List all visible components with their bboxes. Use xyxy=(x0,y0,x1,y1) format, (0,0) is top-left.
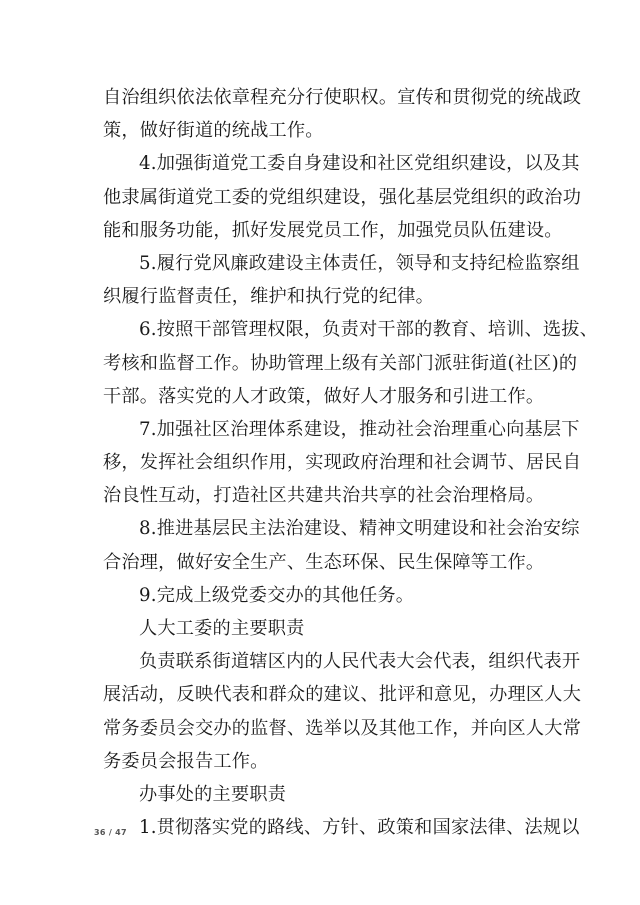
text-line: 织履行监督责任，维护和执行党的纪律。 xyxy=(103,286,434,308)
text-line: 5.履行党风廉政建设主体责任，领导和支持纪检监察组 xyxy=(139,252,580,274)
text-line: 4.加强街道党工委自身建设和社区党组织建设，以及其 xyxy=(139,153,580,175)
text-line: 考核和监督工作。协助管理上级有关部门派驻街道(社区)的 xyxy=(103,352,578,374)
text-line: 展活动，反映代表和群众的建议、批评和意见，办理区人大 xyxy=(103,684,582,706)
text-line: 移，发挥社会组织作用，实现政府治理和社会调节、居民自 xyxy=(103,452,582,474)
text-line: 6.按照干部管理权限，负责对干部的教育、培训、选拔、 xyxy=(139,319,599,341)
text-line: 自治组织依法依章程充分行使职权。宣传和贯彻党的统战政 xyxy=(103,87,582,108)
text-line: 9.完成上级党委交办的其他任务。 xyxy=(139,584,415,606)
section-heading: 办事处的主要职责 xyxy=(139,783,287,805)
text-line: 他隶属街道党工委的党组织建设，强化基层党组织的政治功 xyxy=(103,186,582,208)
body-text xyxy=(103,81,599,844)
text-line: 策，做好街道的统战工作。 xyxy=(103,120,324,142)
text-line: 治良性互动，打造社区共建共治共享的社会治理格局。 xyxy=(103,485,545,507)
text-line: 干部。落实党的人才政策，做好人才服务和引进工作。 xyxy=(103,385,545,407)
page-number: 36 / 47 xyxy=(94,828,127,837)
text-line: 8.推进基层民主法治建设、精神文明建设和社会治安综 xyxy=(139,518,580,540)
section-heading: 人大工委的主要职责 xyxy=(139,618,305,639)
text-line: 负责联系街道辖区内的人民代表大会代表，组织代表开 xyxy=(139,651,581,673)
text-line: 务委员会报告工作。 xyxy=(103,750,269,772)
text-line: 7.加强社区治理体系建设，推动社会治理重心向基层下 xyxy=(139,418,580,440)
text-line: 合治理，做好安全生产、生态环保、民生保障等工作。 xyxy=(103,551,545,573)
text-line: 1.贯彻落实党的路线、方针、政策和国家法律、法规以 xyxy=(139,817,580,839)
text-line: 能和服务功能，抓好发展党员工作，加强党员队伍建设。 xyxy=(103,219,563,241)
text-line: 常务委员会交办的监督、选举以及其他工作，并向区人大常 xyxy=(103,717,582,739)
